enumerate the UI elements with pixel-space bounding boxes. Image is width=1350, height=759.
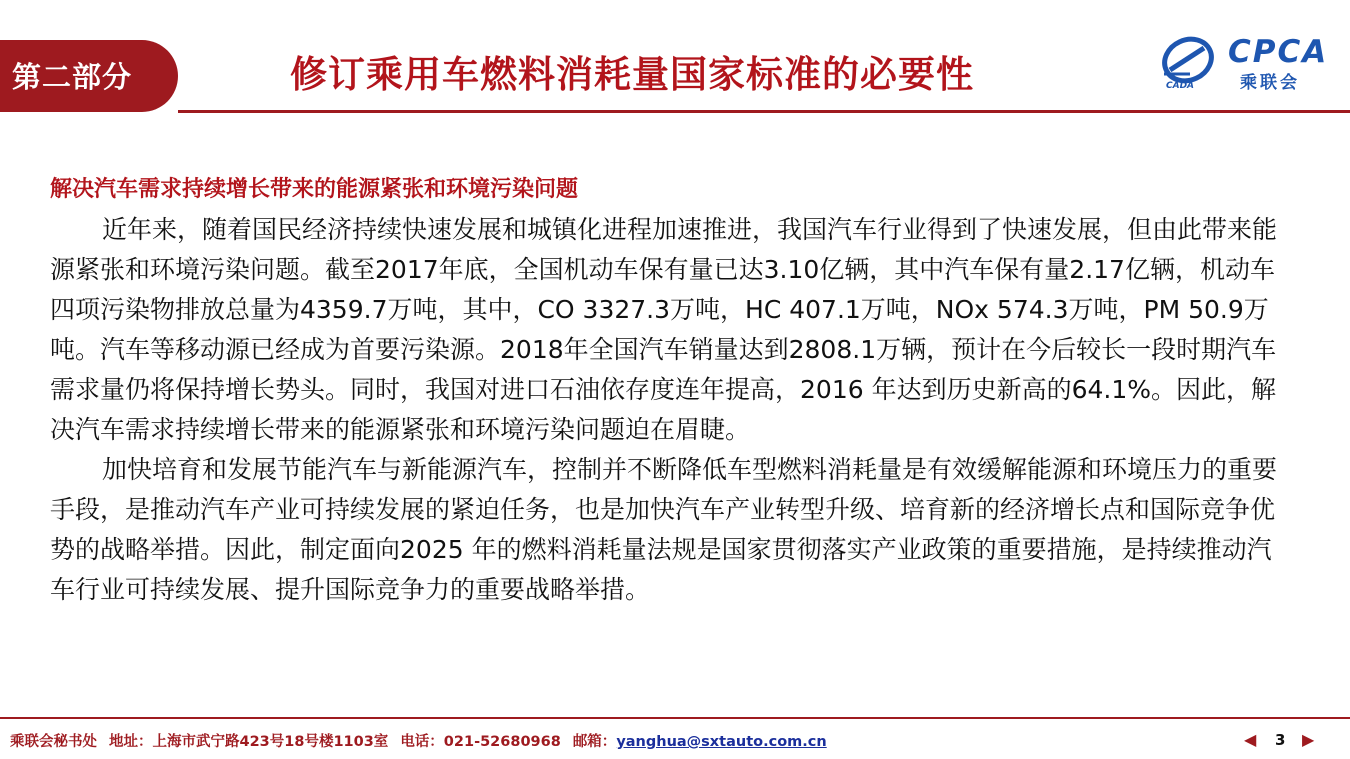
footer-org: 乘联会秘书处 — [10, 734, 97, 750]
footer-email-link[interactable]: yanghua@sxtauto.com.cn — [616, 734, 827, 750]
next-page-icon[interactable]: ▶ — [1302, 730, 1315, 749]
paragraph-1: 近年来，随着国民经济持续快速发展和城镇化进程加速推进，我国汽车行业得到了快速发展，但由此带来能源紧张和环境污染问题。截至2017年底，全国机动车保有量已达3.10亿辆，其中汽车保有量2.17亿辆，机动车四项污染物排放总量为4359.7万吨，其中，CO 3327.3万吨，HC 407.1万吨，NOx 574.3万吨，PM 50.9万吨。汽车等移动源已经成为首要污染源。2018年全国汽车销量达到2808.1万辆，预计在今后较长一段时期汽车需求量仍将保持增长势头。同时，我国对进口石油依存度连年提高，2016 年达到历史新高的64.1%。因此，解决汽车需求持续增长带来的能源紧张和环境污染问题迫在眉睫。 — [50, 215, 1278, 444]
footer-address: 地址：上海市武宁路423号18号楼1103室 — [109, 734, 389, 750]
page-title: 修订乘用车燃料消耗量国家标准的必要性 — [290, 53, 974, 96]
logo-small-text: CADA — [1166, 81, 1195, 91]
header-divider — [178, 110, 1350, 113]
body-text — [50, 210, 1290, 610]
section-heading: 解决汽车需求持续增长带来的能源紧张和环境污染问题 — [50, 177, 579, 202]
footer-divider — [0, 717, 1350, 719]
paragraph-2: 加快培育和发展节能汽车与新能源汽车，控制并不断降低车型燃料消耗量是有效缓解能源和环境压力的重要手段，是推动汽车产业可持续发展的紧迫任务，也是加快汽车产业转型升级、培育新的经济增长点和国际竞争优势的战略举措。因此，制定面向2025 年的燃料消耗量法规是国家贯彻落实产业政策的重要措施，是持续推动汽车行业可持续发展、提升国际竞争力的重要战略举措。 — [50, 455, 1278, 604]
section-badge-label: 第二部分 — [12, 60, 133, 94]
page-number: 3 — [1275, 731, 1286, 749]
footer-email-label: 邮箱： — [572, 734, 617, 750]
footer — [10, 730, 839, 751]
logo-brand: CPCA — [1228, 34, 1329, 70]
logo-chinese-name: 乘联会 — [1240, 73, 1300, 93]
prev-page-icon[interactable]: ◀ — [1244, 730, 1257, 749]
footer-phone: 电话：021-52680968 — [400, 734, 561, 750]
